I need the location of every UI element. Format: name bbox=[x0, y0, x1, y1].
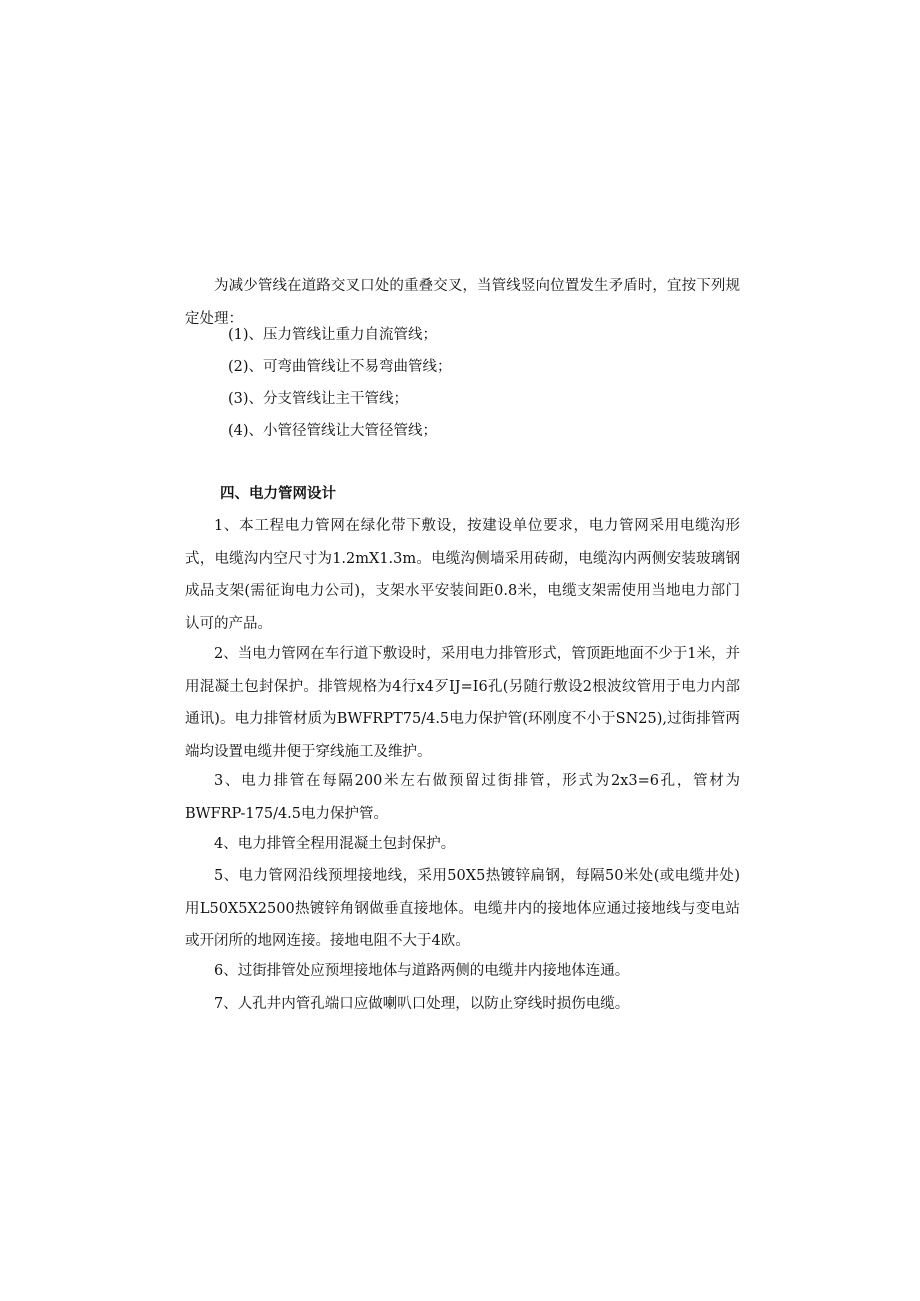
rule-item-1: (1)、压力管线让重力自流管线； bbox=[228, 327, 438, 343]
item-paragraph-1: 1、本工程电力管网在绿化带下敷设，按建设单位要求，电力管网采用电缆沟形式，电缆沟内空尺寸为1.2mX1.3m。电缆沟侧墙采用砖砌，电缆沟内两侧安装玻璃钢成品支架(需征询电力公司)，支架水平安装间距0.8米，电缆支架需使用当地电力部门认可的产品。 bbox=[185, 518, 740, 632]
item-paragraph-3: 3、电力排管在每隔200米左右做预留过街排管，形式为2x3=6孔，管材为BWFRP-175/4.5电力保护管。 bbox=[185, 773, 740, 822]
item-paragraph-2: 2、当电力管网在车行道下敷设时，采用电力排管形式，管顶距地面不少于1米，并用混凝土包封保护。排管规格为4行x4歹IJ=I6孔(另随行敷设2根波纹管用于电力内部通讯)。电力排管材质为BWFRPT75/4.5电力保护管(环刚度不小于SN25),过街排管两端均设置电缆井便于穿线施工及维护。 bbox=[185, 646, 740, 760]
section-title: 四、电力管网设计 bbox=[220, 486, 336, 502]
item-paragraph-6: 6、过街排管处应预埋接地体与道路两侧的电缆井内接地体连通。 bbox=[214, 963, 630, 979]
item-paragraph-5: 5、电力管网沿线预埋接地线，采用50X5热镀锌扁钢，每隔50米处(或电缆井处)用L50X5X2500热镀锌角钢做垂直接地体。电缆井内的接地体应通过接地线与变电站或开闭所的地网连接。接地电阻不大于4欧。 bbox=[185, 868, 740, 949]
item-paragraph-4: 4、电力排管全程用混凝土包封保护。 bbox=[214, 836, 456, 852]
rule-item-4: (4)、小管径管线让大管径管线； bbox=[228, 423, 438, 439]
rule-item-2: (2)、可弯曲管线让不易弯曲管线； bbox=[228, 359, 452, 375]
rule-item-3: (3)、分支管线让主干管线； bbox=[228, 391, 409, 407]
intro-paragraph: 为减少管线在道路交叉口处的重叠交叉，当管线竖向位置发生矛盾时，宜按下列规定处理： bbox=[185, 278, 740, 327]
item-paragraph-7: 7、人孔井内管孔端口应做喇叭口处理，以防止穿线时损伤电缆。 bbox=[214, 996, 630, 1012]
